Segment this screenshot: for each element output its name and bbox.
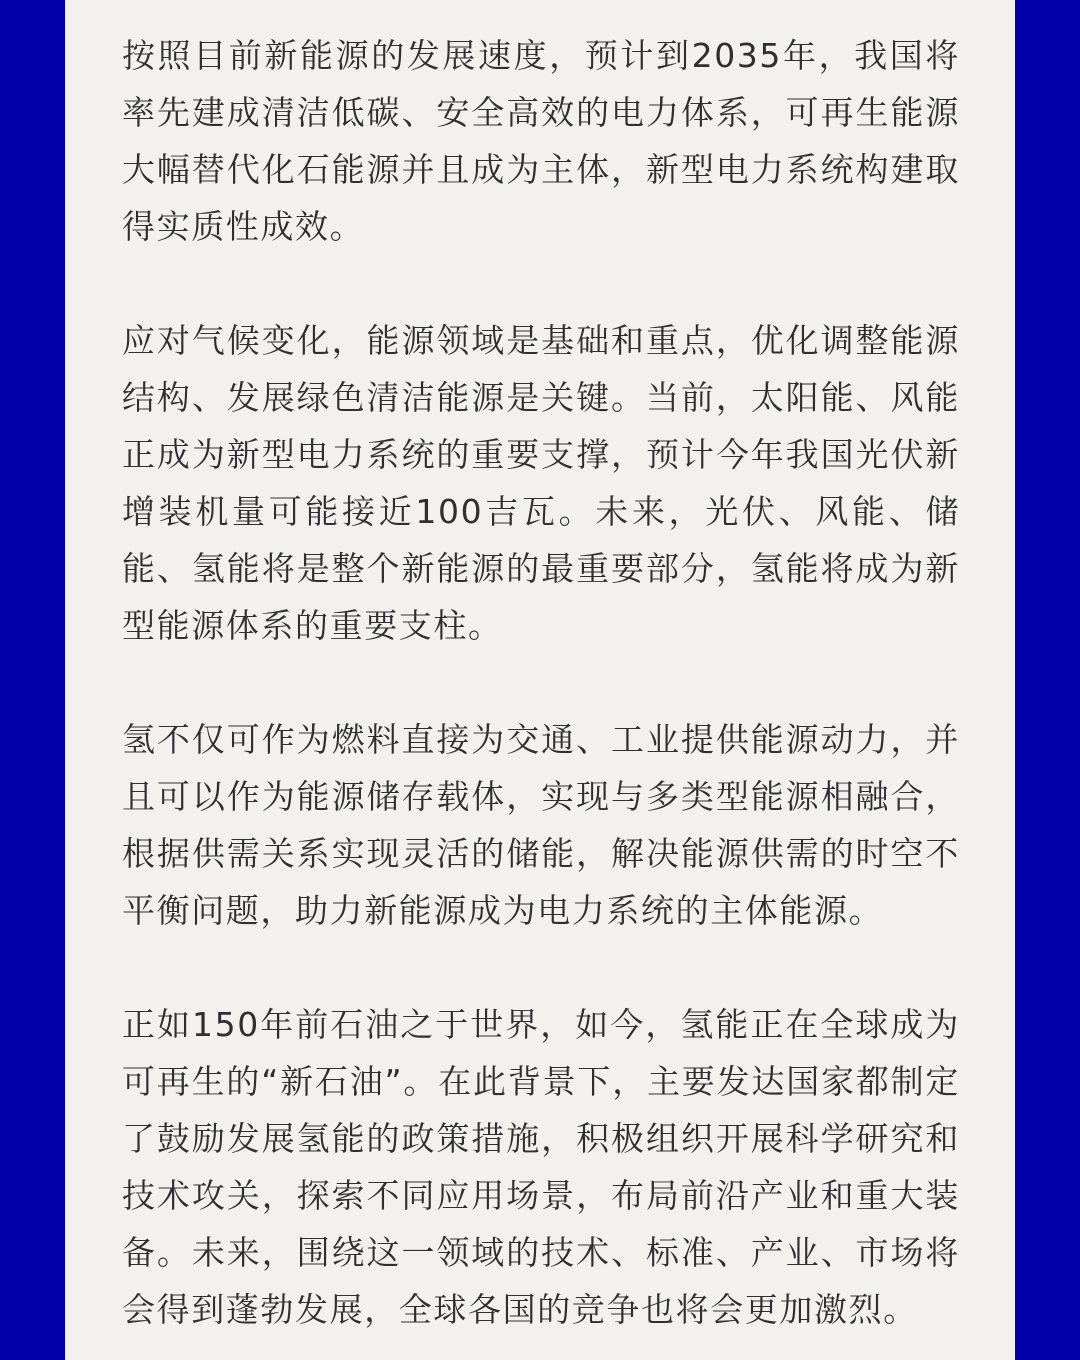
article-page	[65, 0, 1015, 1360]
article-paragraph-3: 氢不仅可作为燃料直接为交通、工业提供能源动力，并且可以作为能源储存载体，实现与多类型能源相融合，根据供需关系实现灵活的储能，解决能源供需的时空不平衡问题，助力新能源成为电力系统的主体能源。	[122, 720, 960, 930]
article-paragraph-4: 正如150年前石油之于世界，如今，氢能正在全球成为可再生的“新石油”。在此背景下，主要发达国家都制定了鼓励发展氢能的政策措施，积极组织开展科学研究和技术攻关，探索不同应用场景，布局前沿产业和重大装备。未来，围绕这一领域的技术、标准、产业、市场将会得到蓬勃发展，全球各国的竞争也将会更加激烈。	[122, 1005, 960, 1329]
article-paragraph-1: 按照目前新能源的发展速度，预计到2035年，我国将率先建成清洁低碳、安全高效的电力体系，可再生能源大幅替代化石能源并且成为主体，新型电力系统构建取得实质性成效。	[122, 36, 960, 246]
article-paragraph-2: 应对气候变化，能源领域是基础和重点，优化调整能源结构、发展绿色清洁能源是关键。当前，太阳能、风能正成为新型电力系统的重要支撑，预计今年我国光伏新增装机量可能接近100吉瓦。未来，光伏、风能、储能、氢能将是整个新能源的最重要部分，氢能将成为新型能源体系的重要支柱。	[122, 321, 960, 645]
